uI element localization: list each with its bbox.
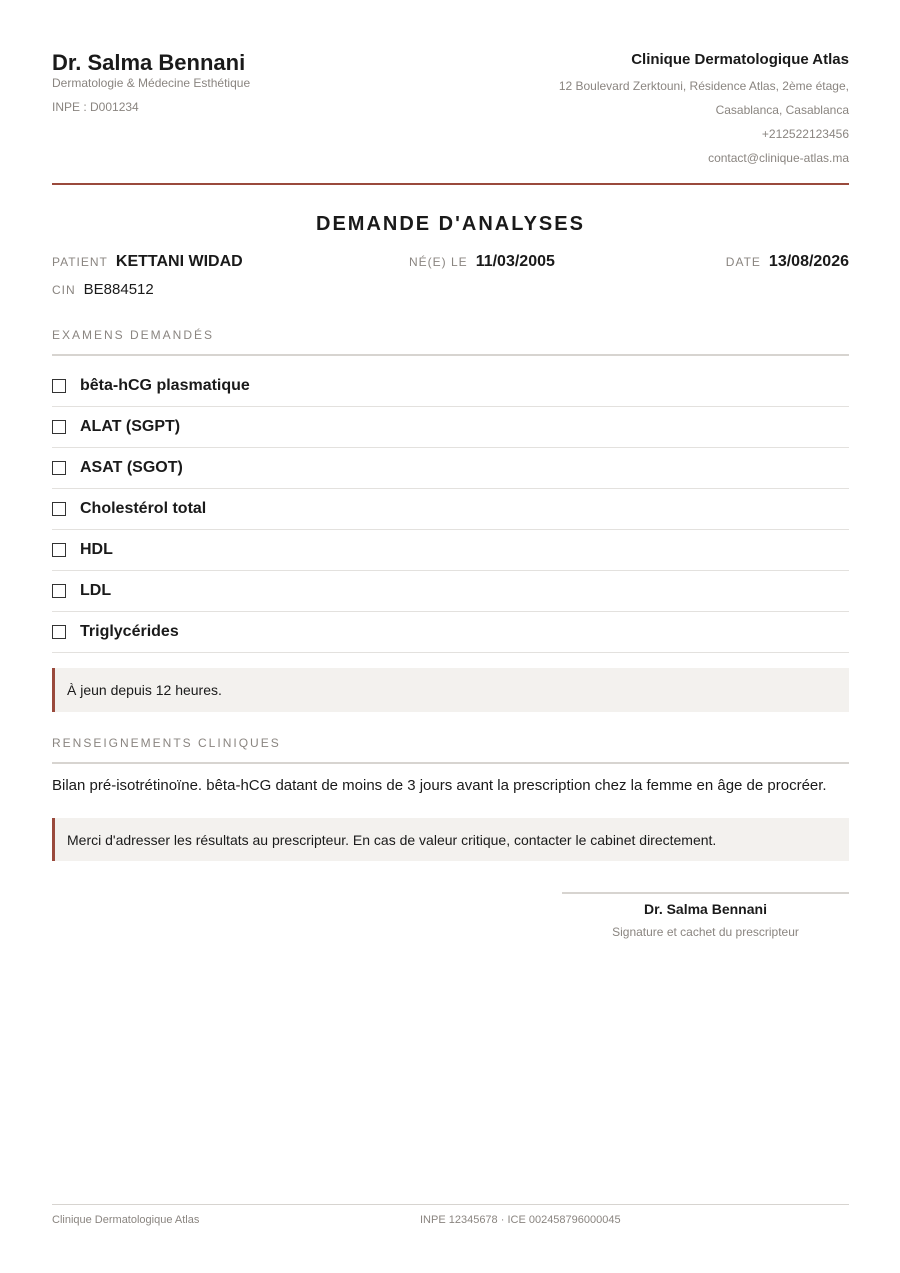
signature-block [562,892,849,939]
doctor-header [52,50,250,114]
patient-name: KETTANI WIDAD [115,253,243,270]
prescription-page [52,0,849,1273]
clinic-email: contact@clinique-atlas.ma [708,151,849,165]
cin-label: CIN [52,283,76,297]
clinical-section-heading: RENSEIGNEMENTS CLINIQUES [52,736,849,764]
exam-item [52,530,849,571]
exam-label: Cholestérol total [80,500,207,517]
footer-ids: INPE 12345678 · ICE 002458796000045 [420,1214,621,1226]
exam-list [52,366,849,653]
date-field [726,253,849,271]
clinic-address-line2: Casablanca, Casablanca [715,103,849,117]
exam-item [52,407,849,448]
fasting-note: À jeun depuis 12 heures. [52,668,849,712]
exam-item [52,571,849,612]
results-note: Merci d'adresser les résultats au prescripteur. En cas de valeur critique, contacter le cabinet directement. [52,818,849,861]
exam-label: ALAT (SGPT) [80,418,181,435]
doctor-specialty: Dermatologie & Médecine Esthétique [52,76,251,90]
clinic-address-line1: 12 Boulevard Zerktouni, Résidence Atlas, 2ème étage, [558,79,849,93]
exam-checkbox[interactable] [52,543,66,557]
birth-date-field [409,253,555,271]
exam-label: LDL [80,582,112,599]
exam-label: bêta-hCG plasmatique [80,377,250,394]
cin-value: BE884512 [83,281,154,298]
document-title: DEMANDE D'ANALYSES [316,213,585,235]
exam-label: HDL [80,541,113,558]
exam-checkbox[interactable] [52,461,66,475]
signature-name: Dr. Salma Bennani [644,901,767,917]
exam-checkbox[interactable] [52,625,66,639]
exams-section-heading: EXAMENS DEMANDÉS [52,328,849,356]
clinic-name: Clinique Dermatologique Atlas [631,51,849,68]
footer-clinic: Clinique Dermatologique Atlas [52,1214,200,1226]
birth-date-label: NÉ(E) LE [409,255,468,269]
exam-checkbox[interactable] [52,420,66,434]
birth-date: 11/03/2005 [475,253,555,270]
cin-field [52,281,154,298]
patient-name-label: PATIENT [52,255,108,269]
footer-divider [52,1204,849,1205]
exam-label: ASAT (SGOT) [80,459,183,476]
signature-caption: Signature et cachet du prescripteur [612,925,799,939]
clinic-header [559,51,849,170]
exam-checkbox[interactable] [52,584,66,598]
exam-checkbox[interactable] [52,379,66,393]
clinic-phone: +212522123456 [761,127,849,141]
exam-item [52,612,849,653]
exam-label: Triglycérides [80,623,179,640]
header-divider [52,183,849,185]
exam-checkbox[interactable] [52,502,66,516]
exam-item [52,366,849,407]
exam-item [52,489,849,530]
clinical-text: Bilan pré-isotrétinoïne. bêta-hCG datant de moins de 3 jours avant la prescription chez la femme en âge de procréer. [52,777,827,794]
doctor-name: Dr. Salma Bennani [52,50,246,75]
date-label: DATE [725,255,761,269]
request-date: 13/08/2026 [768,253,849,270]
patient-name-field [52,253,243,271]
doctor-inpe: INPE : D001234 [52,100,139,114]
exam-item [52,448,849,489]
